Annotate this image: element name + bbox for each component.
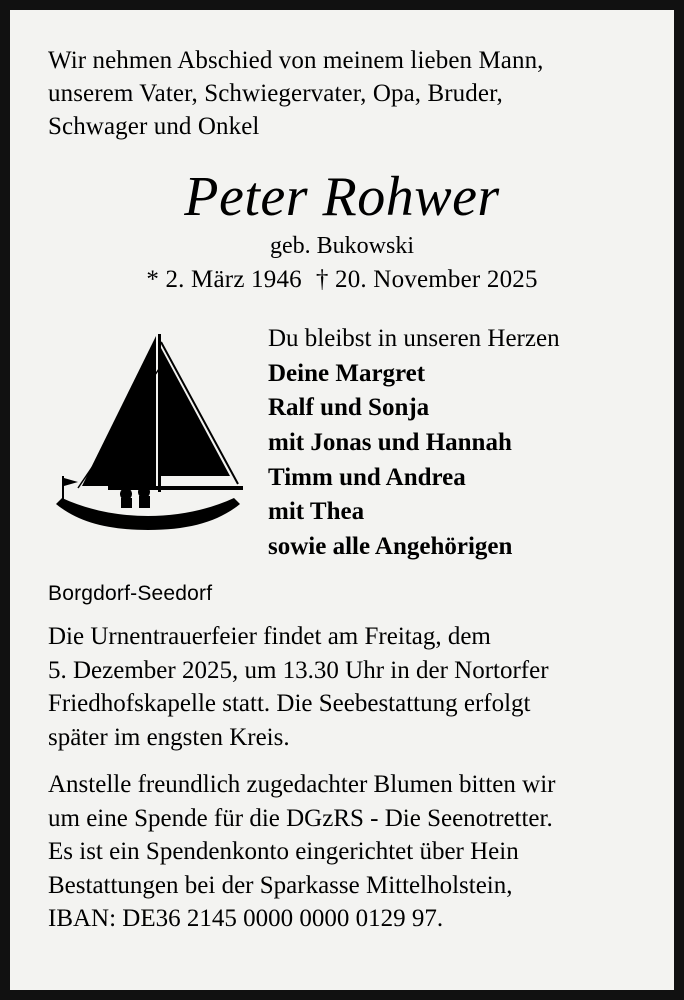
- dedication-line: Du bleibst in unseren Herzen: [268, 325, 560, 352]
- donation-line-2: um eine Spende für die DGzRS - Die Seenotretter.: [48, 804, 553, 832]
- donation-line-4: Bestattungen bei der Sparkasse Mittelholstein,: [48, 871, 513, 899]
- family-line-3: mit Jonas und Hannah: [268, 428, 512, 456]
- intro-line-2: unserem Vater, Schwiegervater, Opa, Bruder,: [48, 80, 503, 107]
- donation-line-1: Anstelle freundlich zugedachter Blumen bitten wir: [48, 771, 556, 799]
- birth-date: * 2. März 1946: [146, 266, 302, 293]
- family-line-5: mit Thea: [268, 498, 365, 526]
- maiden-name: geb. Bukowski: [270, 233, 414, 259]
- ceremony-line-4: später im engsten Kreis.: [48, 723, 290, 751]
- intro-line-3: Schwager und Onkel: [48, 113, 260, 140]
- family-line-6: sowie alle Angehörigen: [268, 532, 513, 560]
- ceremony-line-3: Friedhofskapelle statt. Die Seebestattung erfolgt: [48, 690, 531, 718]
- ceremony-line-2: 5. Dezember 2025, um 13.30 Uhr in der Nortorfer: [48, 656, 549, 684]
- family-block: [262, 320, 636, 564]
- donation-details: [48, 768, 636, 936]
- illustration-and-family: [48, 320, 636, 564]
- ceremony-details: [48, 620, 636, 754]
- family-line-1: Deine Margret: [268, 359, 426, 387]
- life-dates: [48, 266, 636, 294]
- intro-line-1: Wir nehmen Abschied von meinem lieben Mann,: [48, 47, 544, 74]
- family-line-4: Timm und Andrea: [268, 463, 466, 491]
- donation-line-5: IBAN: DE36 2145 0000 0000 0129 97.: [48, 905, 444, 933]
- donation-line-3: Es ist ein Spendenkonto eingerichtet über Hein: [48, 838, 519, 866]
- deceased-name: Peter Rohwer: [184, 166, 500, 228]
- intro-text: [48, 44, 636, 143]
- death-date: † 20. November 2025: [315, 266, 538, 293]
- obituary-card: [10, 10, 674, 990]
- place-name: Borgdorf-Seedorf: [48, 582, 213, 606]
- family-line-2: Ralf und Sonja: [268, 394, 430, 422]
- ceremony-line-1: Die Urnentrauerfeier findet am Freitag, dem: [48, 623, 491, 651]
- sailboat-icon: [48, 320, 262, 556]
